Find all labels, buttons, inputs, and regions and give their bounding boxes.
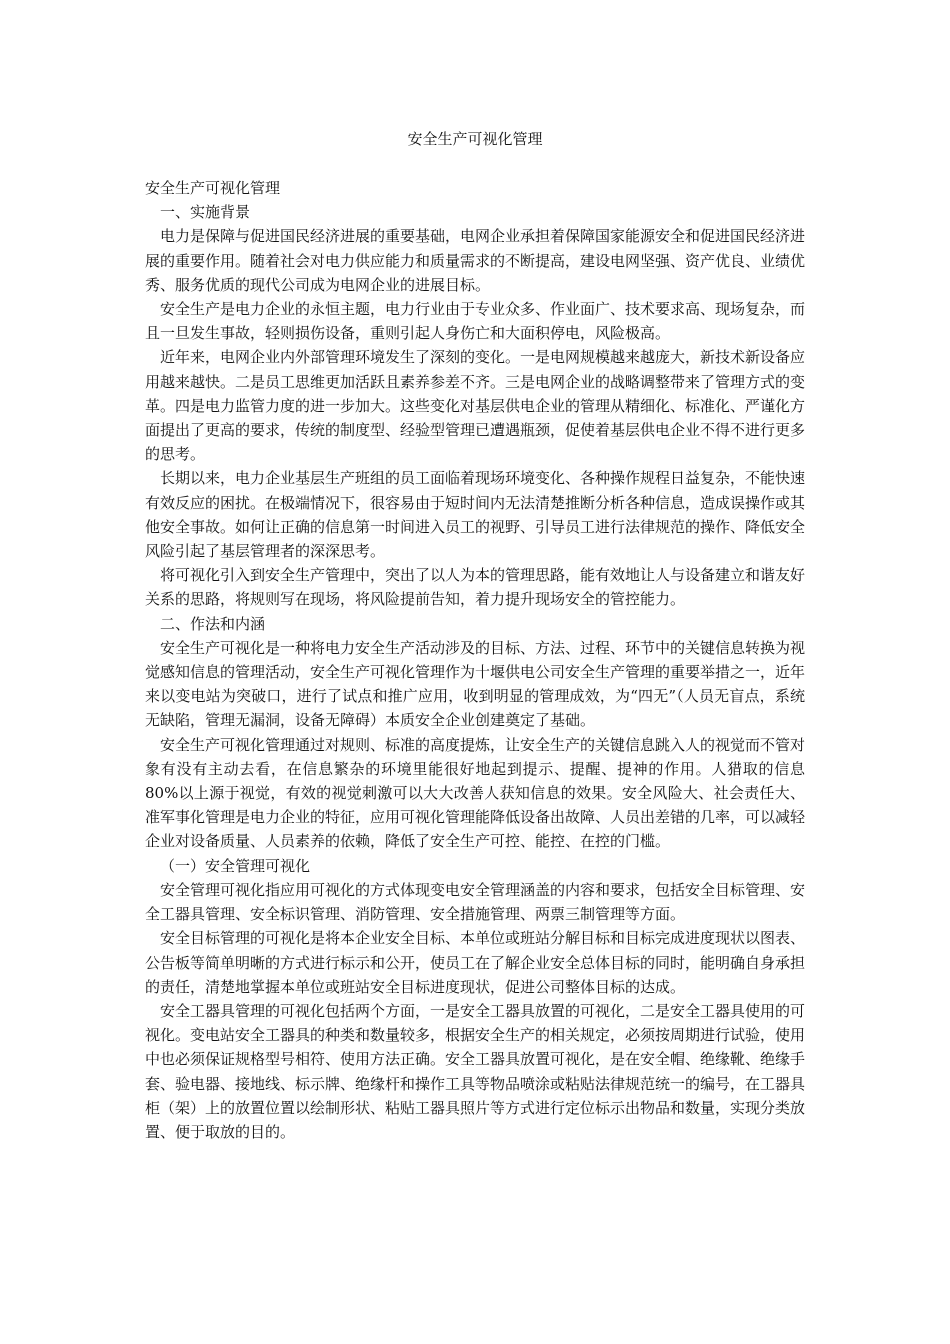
paragraph: 安全生产是电力企业的永恒主题，电力行业由于专业众多、作业面广、技术要求高、现场复杂，而且一旦发生事故，轻则损伤设备，重则引起人身伤亡和大面积停电，风险极高。: [145, 300, 806, 343]
document-body: [145, 176, 805, 1144]
paragraph: 近年来，电网企业内外部管理环境发生了深刻的变化。一是电网规模越来越庞大，新技术新设备应用越来越快。二是员工思维更加活跃且素养参差不齐。三是电网企业的战略调整带来了管理方式的变革。四是电力监管力度的进一步加大。这些变化对基层供电企业的管理从精细化、标准化、严谨化方面提出了更高的要求，传统的制度型、经验型管理已遭遇瓶颈，促使着基层供电企业不得不进行更多的思考。: [145, 348, 806, 464]
paragraph: 安全管理可视化指应用可视化的方式体现变电安全管理涵盖的内容和要求，包括安全目标管理、安全工器具管理、安全标识管理、消防管理、安全措施管理、两票三制管理等方面。: [145, 880, 806, 924]
paragraph: 将可视化引入到安全生产管理中，突出了以人为本的管理思路，能有效地让人与设备建立和谐友好关系的思路，将规则写在现场，将风险提前告知，着力提升现场安全的管控能力。: [145, 566, 806, 609]
paragraph: 安全生产可视化是一种将电力安全生产活动涉及的目标、方法、过程、环节中的关键信息转换为视觉感知信息的管理活动，安全生产可视化管理作为十堰供电公司安全生产管理的重要举措之一，近年来以变电站为突破口，进行了试点和推广应用，收到明显的管理成效，为“四无”（人员无盲点，系统无缺陷，管理无漏洞，设备无障碍）本质安全企业创建奠定了基础。: [145, 638, 806, 730]
section-heading-method: 二、作法和内涵: [160, 614, 266, 633]
section-heading-background: 一、实施背景: [160, 203, 251, 222]
body-heading: 安全生产可视化管理: [145, 179, 281, 197]
paragraph: 长期以来，电力企业基层生产班组的员工面临着现场环境变化、各种操作规程日益复杂，不能快速有效反应的困扰。在极端情况下，很容易由于短时间内无法清楚推断分析各种信息，造成误操作或其他安全事故。如何让正确的信息第一时间进入员工的视野、引导员工进行法律规范的操作、降低安全风险引起了基层管理者的深深思考。: [145, 469, 806, 561]
paragraph: 安全工器具管理的可视化包括两个方面，一是安全工器具放置的可视化，二是安全工器具使用的可视化。变电站安全工器具的种类和数量较多，根据安全生产的相关规定，必须按周期进行试验，使用中也必须保证规格型号相符、使用方法正确。安全工器具放置可视化，是在安全帽、绝缘靴、绝缘手套、验电器、接地线、标示牌、绝缘杆和操作工具等物品喷涂或粘贴法律规范统一的编号，在工器具柜（架）上的放置位置以绘制形状、粘贴工器具照片等方式进行定位标示出物品和数量，实现分类放置、便于取放的目的。: [145, 1001, 806, 1141]
paragraph: 安全目标管理的可视化是将本企业安全目标、本单位或班站分解目标和目标完成进度现状以图表、公告板等简单明晰的方式进行标示和公开，使员工在了解企业安全总体目标的同时，能明确自身承担的责任，清楚地掌握本单位或班站安全目标进度现状，促进公司整体目标的达成。: [145, 929, 806, 996]
paragraph: 电力是保障与促进国民经济进展的重要基础，电网企业承担着保障国家能源安全和促进国民经济进展的重要作用。随着社会对电力供应能力和质量需求的不断提高，建设电网坚强、资产优良、业绩优秀、服务优质的现代公司成为电网企业的进展目标。: [145, 227, 806, 294]
paragraph: 安全生产可视化管理通过对规则、标准的高度提炼，让安全生产的关键信息跳入人的视觉而不管对象有没有主动去看，在信息繁杂的环境里能很好地起到提示、提醒、提神的作用。人猎取的信息80%以上源于视觉，有效的视觉刺激可以大大改善人获知信息的效果。安全风险大、社会责任大、准军事化管理是电力企业的特征，应用可视化管理能降低设备出故障、人员出差错的几率，可以减轻企业对设备质量、人员素养的依赖，降低了安全生产可控、能控、在控的门槛。: [145, 735, 806, 851]
subsection-heading: （一）安全管理可视化: [160, 856, 311, 875]
document-title: 安全生产可视化管理: [407, 130, 543, 148]
